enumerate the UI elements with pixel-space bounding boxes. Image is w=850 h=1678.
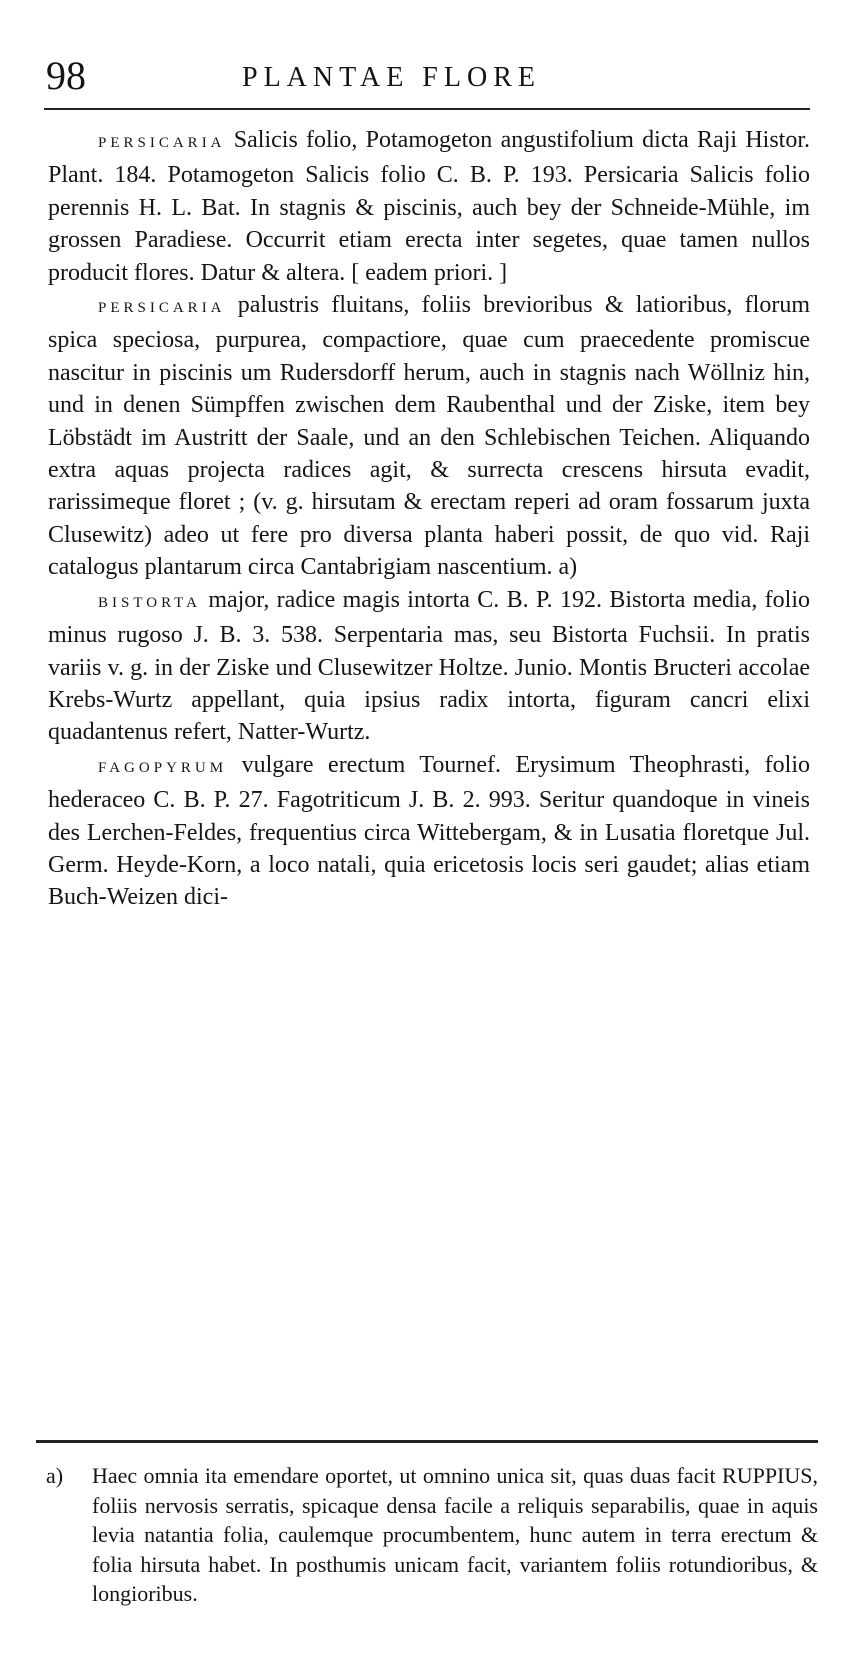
entry-lemma: PERSICARIA — [98, 135, 226, 151]
entry-lemma: PERSICARIA — [98, 300, 226, 317]
footnote-marker: a) — [46, 1463, 64, 1488]
entry-text: palustris fluitans, foliis brevioribus & latioribus, florum spica speciosa, purpurea, compactiore, quae cum praecedente promiscue nascitur in piscinis um Rudersdorff herum, auch in stagnis nach Wöllniz hin, und in denen Sümpffen zwischen dem Raubenthal und der Ziske, item bey Löbstädt im Austritt der Saale, und an den Schlebischen Teichen. Aliquando extra aquas projecta radices agit, & surrecta crescens hirsuta evadit, rarissimeque floret ; (v. g. hirsutam & erectam reperi ad oram fossarum juxta Clusewitz) adeo ut fere pro diversa planta haberi possit, de quo vid. Raji catalogus plantarum circa Cantabrigiam nascentium. a) — [48, 292, 810, 581]
entry-text: vulgare erectum Tournef. Erysimum Theophrasti, folio hederaceo C. B. P. 27. Fagotriticum J. B. 2. 993. Seritur quandoque in vineis des Lerchen-Feldes, frequentius circa Wittebergam, & in Lusatia floretque Jul. Germ. Heyde-Korn, a loco natali, quia ericetosis locis seri gaudet; alias etiam Buch-Weizen dici- — [48, 751, 810, 911]
entry-lemma: BISTORTA — [98, 594, 201, 611]
entry-lemma: FAGOPYRUM — [98, 759, 228, 776]
page-header — [36, 44, 818, 106]
page-number: 98 — [46, 53, 86, 98]
main-text — [48, 124, 810, 914]
running-title: PLANTAE FLORE — [242, 62, 541, 93]
entry-persicaria-palustris — [48, 289, 810, 584]
entry-fagopyrum — [48, 749, 810, 914]
header-rule — [44, 108, 810, 110]
footnote-text: Haec omnia ita emendare oportet, ut omnino unica sit, quas duas facit RUPPIUS, foliis nervosis serratis, spicaque densa facile a reliquis separabilis, quae in aquis levia natantia folia, caulemque procumbentem, hunc autem in terra erectum & folia hirsuta habet. In posthumis unicam facit, variantem foliis rotundioribus, & longioribus. — [92, 1463, 818, 1607]
entry-text: Salicis folio, Potamogeton angustifolium dicta Raji Histor. Plant. 184. Potamogeton Salicis folio C. B. P. 193. Persicaria Salicis folio perennis H. L. Bat. In stagnis & piscinis, auch bey der Schneide-Mühle, im grossen Paradiese. Occurrit etiam erecta inter segetes, quae tamen nullos producit flores. Datur & altera. [ eadem priori. ] — [48, 127, 810, 286]
entry-text: major, radice magis intorta C. B. P. 192. Bistorta media, folio minus rugoso J. B. 3. 538. Serpentaria mas, seu Bistorta Fuchsii. In pratis variis v. g. in der Ziske und Clusewitzer Holtze. Junio. Montis Bructeri accolae Krebs-Wurtz appellant, quia ipsius radix intorta, figuram cancri elixi quadantenus refert, Natter-Wurtz. — [48, 586, 811, 746]
entry-persicaria-salicis — [48, 124, 810, 289]
book-page — [36, 44, 818, 1607]
entry-bistorta — [48, 584, 810, 749]
footnote-rule — [36, 1440, 818, 1443]
